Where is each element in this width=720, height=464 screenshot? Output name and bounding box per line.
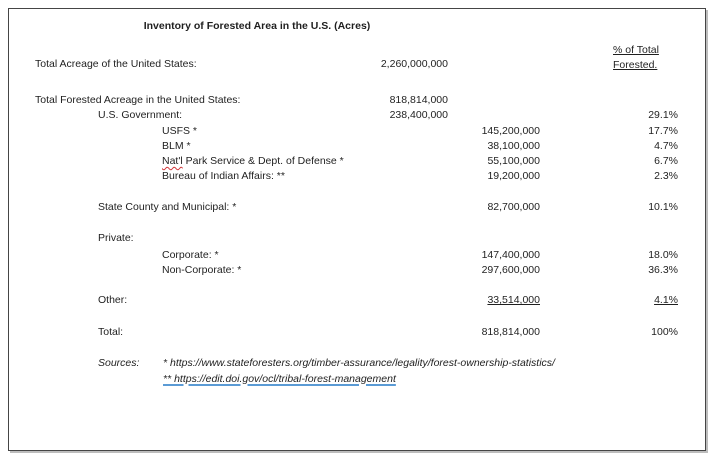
row-label: U.S. Government: [98, 109, 183, 121]
row-label: State County and Municipal: * [98, 201, 237, 213]
row-amount: 2,260,000,000 [380, 58, 448, 70]
pct-header-line1: % of Total [613, 44, 659, 56]
row-amount: 55,100,000 [487, 155, 540, 167]
row-amount: 297,600,000 [481, 264, 540, 276]
row-label: Private: [98, 232, 134, 244]
table-row [0, 154, 720, 169]
row-percent: 2.3% [654, 170, 678, 182]
row-percent: 18.0% [648, 249, 678, 261]
row-amount: 19,200,000 [487, 170, 540, 182]
row-percent: 6.7% [654, 155, 678, 167]
source-url-text: * https://www.stateforesters.org/timber-assurance/legality/forest-ownership-statistics/ [163, 357, 555, 369]
table-row [0, 57, 720, 72]
row-amount: 38,100,000 [487, 140, 540, 152]
table-row [0, 139, 720, 154]
row-label: Total: [98, 326, 124, 338]
row-percent: 100% [651, 326, 678, 338]
row-label: Total Acreage of the United States: [35, 58, 197, 70]
table-row [0, 200, 720, 215]
pct-header-line2: Forested. [613, 59, 658, 71]
row-percent: 17.7% [648, 125, 678, 137]
row-label: Corporate: * [162, 249, 219, 261]
row-amount: 818,814,000 [481, 326, 540, 338]
row-label: USFS * [162, 125, 198, 137]
row-percent: 4.1% [654, 294, 678, 306]
row-amount: 147,400,000 [481, 249, 540, 261]
row-label: Total Forested Acreage in the United States: [35, 94, 241, 106]
row-label: BLM * [162, 140, 191, 152]
row-label: Bureau of Indian Affairs: ** [162, 170, 285, 182]
row-amount: 238,400,000 [389, 109, 448, 121]
table-row [0, 325, 720, 340]
table-row [0, 231, 720, 246]
row-percent: 29.1% [648, 109, 678, 121]
document-title: Inventory of Forested Area in the U.S. (Acres) [143, 20, 371, 32]
sources-label: Sources: [98, 357, 140, 369]
row-amount: 818,814,000 [389, 94, 448, 106]
row-label: Nat'l Park Service & Dept. of Defense * [162, 155, 344, 167]
spellcheck-underline: Nat'l [162, 155, 183, 167]
table-row [0, 108, 720, 123]
row-amount: 33,514,000 [487, 294, 540, 306]
source-lines [163, 356, 555, 387]
row-amount: 145,200,000 [481, 125, 540, 137]
table-row [0, 248, 720, 263]
source-hyperlink[interactable]: ** https://edit.doi.gov/ocl/tribal-forest-management [163, 372, 396, 385]
row-label: Non-Corporate: * [162, 264, 242, 276]
table-row [0, 293, 720, 308]
table-row [0, 93, 720, 108]
row-label: Other: [98, 294, 128, 306]
row-amount: 82,700,000 [487, 201, 540, 213]
row-percent: 10.1% [648, 201, 678, 213]
table-row [0, 263, 720, 278]
row-percent: 36.3% [648, 264, 678, 276]
row-percent: 4.7% [654, 140, 678, 152]
table-row [0, 169, 720, 184]
table-row [0, 124, 720, 139]
